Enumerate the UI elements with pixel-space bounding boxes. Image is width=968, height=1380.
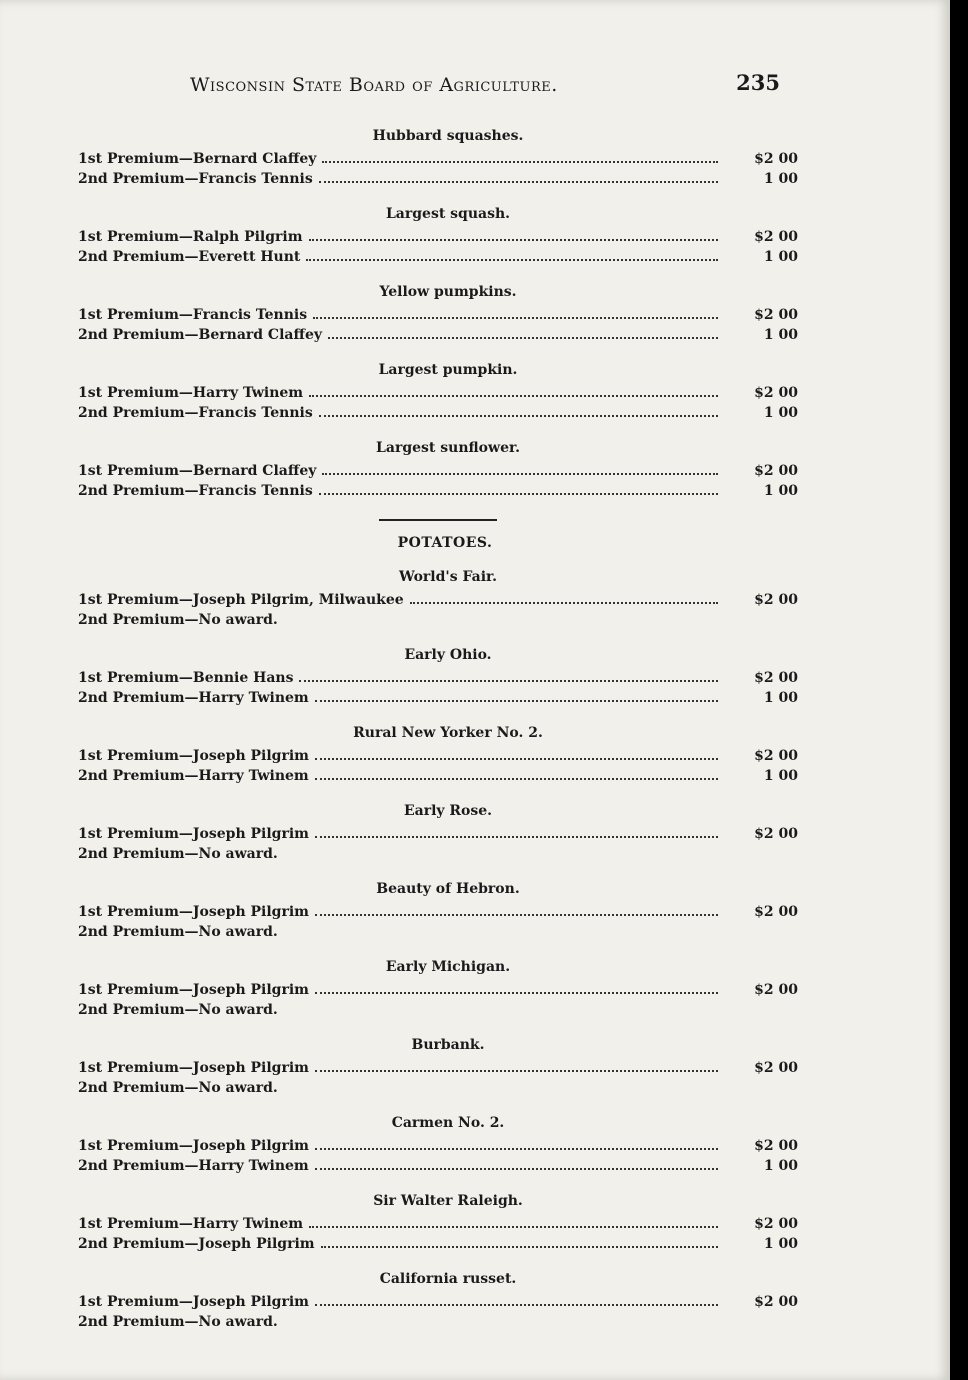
award-label: 1st Premium—Joseph Pilgrim xyxy=(78,904,309,920)
group-title: Burbank. xyxy=(411,1037,485,1053)
dot-leader xyxy=(309,239,718,241)
section-title: POTATOES. xyxy=(397,535,493,551)
award-label: 1st Premium—Bernard Claffey xyxy=(78,463,317,479)
award-amount: $2 00 xyxy=(754,670,798,686)
group-title: Carmen No. 2. xyxy=(391,1115,505,1131)
award-group xyxy=(78,569,798,630)
group-title: Yellow pumpkins. xyxy=(379,284,517,300)
award-group xyxy=(78,206,798,267)
award-row xyxy=(78,149,798,169)
award-row xyxy=(78,461,798,481)
award-row xyxy=(78,481,798,501)
award-row xyxy=(78,1058,798,1078)
award-amount: $2 00 xyxy=(754,229,798,245)
section-divider xyxy=(379,519,497,521)
award-group xyxy=(78,1271,798,1332)
award-label: 1st Premium—Joseph Pilgrim xyxy=(78,982,309,998)
award-row xyxy=(78,305,798,325)
award-amount: $2 00 xyxy=(754,307,798,323)
award-row xyxy=(78,766,798,786)
award-row xyxy=(78,590,798,610)
award-amount: $2 00 xyxy=(754,151,798,167)
award-row xyxy=(78,688,798,708)
award-group xyxy=(78,362,798,423)
award-group xyxy=(78,284,798,345)
award-group xyxy=(78,1193,798,1254)
group-title: Early Rose. xyxy=(403,803,493,819)
award-row xyxy=(78,922,798,942)
dot-leader xyxy=(315,992,718,994)
award-row xyxy=(78,1234,798,1254)
award-group xyxy=(78,881,798,942)
dot-leader xyxy=(315,914,718,916)
award-group xyxy=(78,959,798,1020)
dot-leader xyxy=(306,259,718,261)
award-amount: 1 00 xyxy=(763,768,798,784)
dot-leader xyxy=(319,493,718,495)
award-label: 2nd Premium—No award. xyxy=(78,1080,278,1096)
award-amount: 1 00 xyxy=(763,327,798,343)
award-amount: $2 00 xyxy=(754,1060,798,1076)
award-row xyxy=(78,1292,798,1312)
award-label: 2nd Premium—No award. xyxy=(78,846,278,862)
award-group xyxy=(78,803,798,864)
award-label: 1st Premium—Francis Tennis xyxy=(78,307,308,323)
award-label: 2nd Premium—Bernard Claffey xyxy=(78,327,322,343)
group-title: Largest pumpkin. xyxy=(378,362,518,378)
dot-leader xyxy=(315,778,718,780)
award-amount: 1 00 xyxy=(763,1158,798,1174)
award-group xyxy=(78,128,798,189)
dot-leader xyxy=(315,758,718,760)
award-amount: $2 00 xyxy=(754,463,798,479)
award-amount: $2 00 xyxy=(754,748,798,764)
award-row xyxy=(78,844,798,864)
award-row xyxy=(78,1078,798,1098)
award-row xyxy=(78,824,798,844)
running-title: Wisconsin State Board of Agriculture. xyxy=(190,74,558,96)
dot-leader xyxy=(313,317,718,319)
dot-leader xyxy=(309,1226,718,1228)
group-title: Early Michigan. xyxy=(385,959,511,975)
group-title: Largest sunflower. xyxy=(376,440,520,456)
award-label: 2nd Premium—Harry Twinem xyxy=(78,690,309,706)
group-title: World's Fair. xyxy=(399,569,497,585)
award-label: 1st Premium—Ralph Pilgrim xyxy=(78,229,303,245)
award-row xyxy=(78,1312,798,1332)
dot-leader xyxy=(315,700,718,702)
award-label: 2nd Premium—Francis Tennis xyxy=(78,483,313,499)
dot-leader xyxy=(315,1148,718,1150)
award-label: 1st Premium—Harry Twinem xyxy=(78,1216,304,1232)
award-group xyxy=(78,1037,798,1098)
group-title: Sir Walter Raleigh. xyxy=(373,1193,523,1209)
award-row xyxy=(78,1000,798,1020)
award-label: 2nd Premium—Everett Hunt xyxy=(78,249,301,265)
award-label: 2nd Premium—Francis Tennis xyxy=(78,405,313,421)
award-row xyxy=(78,1156,798,1176)
award-label: 1st Premium—Joseph Pilgrim xyxy=(78,748,309,764)
page-number: 235 xyxy=(736,70,780,95)
dot-leader xyxy=(315,1304,718,1306)
dot-leader xyxy=(321,1246,718,1248)
award-row xyxy=(78,325,798,345)
group-title: Largest squash. xyxy=(385,206,511,222)
award-group xyxy=(78,725,798,786)
group-title: Hubbard squashes. xyxy=(372,128,524,144)
award-label: 1st Premium—Harry Twinem xyxy=(78,385,304,401)
dot-leader xyxy=(319,415,718,417)
award-row xyxy=(78,403,798,423)
page-header xyxy=(190,70,780,104)
award-label: 1st Premium—Joseph Pilgrim xyxy=(78,1138,309,1154)
dot-leader xyxy=(410,602,718,604)
award-row xyxy=(78,668,798,688)
award-amount: $2 00 xyxy=(754,592,798,608)
award-amount: 1 00 xyxy=(763,249,798,265)
award-row xyxy=(78,1214,798,1234)
award-label: 2nd Premium—Francis Tennis xyxy=(78,171,313,187)
dot-leader xyxy=(315,836,718,838)
group-title: Early Ohio. xyxy=(404,647,492,663)
award-row xyxy=(78,169,798,189)
award-amount: 1 00 xyxy=(763,405,798,421)
group-title: California russet. xyxy=(379,1271,517,1287)
group-title: Beauty of Hebron. xyxy=(376,881,520,897)
award-label: 2nd Premium—No award. xyxy=(78,924,278,940)
award-row xyxy=(78,383,798,403)
award-row xyxy=(78,1136,798,1156)
award-label: 1st Premium—Joseph Pilgrim xyxy=(78,826,309,842)
award-amount: $2 00 xyxy=(754,826,798,842)
award-row xyxy=(78,610,798,630)
award-amount: $2 00 xyxy=(754,1138,798,1154)
award-row xyxy=(78,902,798,922)
award-label: 2nd Premium—No award. xyxy=(78,612,278,628)
award-label: 2nd Premium—Harry Twinem xyxy=(78,1158,309,1174)
award-amount: $2 00 xyxy=(754,904,798,920)
award-group xyxy=(78,647,798,708)
award-amount: 1 00 xyxy=(763,483,798,499)
squash-section xyxy=(78,128,798,501)
award-label: 1st Premium—Joseph Pilgrim xyxy=(78,1294,309,1310)
award-amount: 1 00 xyxy=(763,171,798,187)
award-amount: $2 00 xyxy=(754,982,798,998)
dot-leader xyxy=(309,395,718,397)
group-title: Rural New Yorker No. 2. xyxy=(353,725,543,741)
award-amount: 1 00 xyxy=(763,1236,798,1252)
dot-leader xyxy=(315,1168,718,1170)
award-label: 2nd Premium—No award. xyxy=(78,1002,278,1018)
award-label: 2nd Premium—No award. xyxy=(78,1314,278,1330)
award-row xyxy=(78,980,798,1000)
dot-leader xyxy=(315,1070,718,1072)
award-label: 1st Premium—Bernard Claffey xyxy=(78,151,317,167)
award-group xyxy=(78,440,798,501)
premium-list xyxy=(78,128,798,1349)
potato-section xyxy=(78,569,798,1332)
award-label: 1st Premium—Bennie Hans xyxy=(78,670,294,686)
award-row xyxy=(78,227,798,247)
award-amount: $2 00 xyxy=(754,1294,798,1310)
award-label: 2nd Premium—Joseph Pilgrim xyxy=(78,1236,315,1252)
award-label: 1st Premium—Joseph Pilgrim xyxy=(78,1060,309,1076)
dot-leader xyxy=(319,181,718,183)
award-label: 1st Premium—Joseph Pilgrim, Milwaukee xyxy=(78,592,404,608)
dot-leader xyxy=(328,337,718,339)
award-group xyxy=(78,1115,798,1176)
dot-leader xyxy=(322,161,718,163)
dot-leader xyxy=(299,680,718,682)
award-label: 2nd Premium—Harry Twinem xyxy=(78,768,309,784)
award-amount: $2 00 xyxy=(754,385,798,401)
award-row xyxy=(78,247,798,267)
award-amount: $2 00 xyxy=(754,1216,798,1232)
award-amount: 1 00 xyxy=(763,690,798,706)
dot-leader xyxy=(322,473,718,475)
award-row xyxy=(78,746,798,766)
